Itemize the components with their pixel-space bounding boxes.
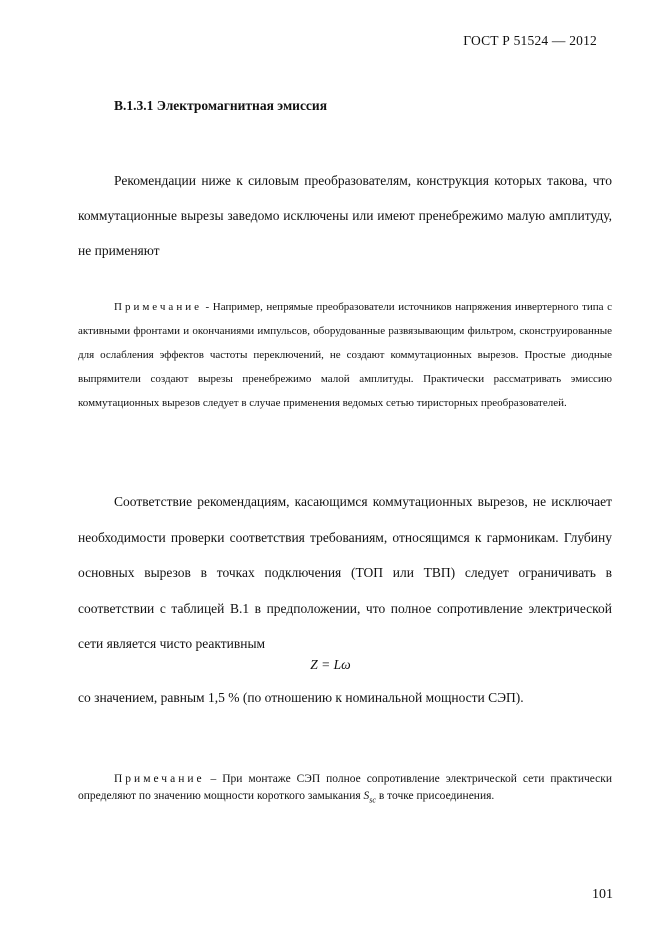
symbol-letter: S <box>363 790 370 802</box>
note-label: Примечание <box>114 773 205 785</box>
short-circuit-symbol <box>363 790 376 805</box>
note-text-part2: в точке присоединения. <box>375 790 495 802</box>
note-block-2 <box>78 771 612 808</box>
page-number: 101 <box>592 887 613 902</box>
paragraph-value: со значением, равным 1,5 % (по отношению к номинальной мощности СЭП). <box>78 690 524 705</box>
note-block-1 <box>78 295 612 415</box>
section-heading: В.1.3.1 Электромагнитная эмиссия <box>114 98 328 113</box>
paragraph-intro: Рекомендации ниже к силовым преобразователям, конструкция которых такова, что коммутационные вырезы заведомо исключены или имеют пренебрежимо малую амплитуду, не применяют <box>78 173 612 258</box>
impedance-formula: Z = Lω <box>310 657 351 672</box>
document-code-header: ГОСТ Р 51524 — 2012 <box>463 33 597 48</box>
note-text-part1: – При монтаже СЭП полное сопротивление электрической сети практически определяют по значению мощности короткого замыкания <box>78 773 612 802</box>
note-label: Примечание <box>114 301 202 313</box>
paragraph-notch-requirements: Соответствие рекомендациям, касающимся коммутационных вырезов, не исключает необходимости проверки соответствия требованиям, относящимся к гармоникам. Глубину основных вырезов в точках подключения (ТОП или ТВП) следует ограничивать в соответствии с таблицей В.1 в предположении, что полное сопротивление электрической сети является чисто реактивным <box>78 494 612 651</box>
symbol-subscript: sc <box>369 795 376 805</box>
note-text: - Например, непрямые преобразователи источников напряжения инвертерного типа с активными фронтами и окончаниями импульсов, оборудованные развязывающим фильтром, сконструированные для ослабления эффектов частоты переключений, не создают коммутационных вырезов. Простые диодные выпрямители создают вырезы пренебрежимо малой амплитуды. Практически рассматривать эмиссию коммутационных вырезов следует в случае применения ведомых сетью тиристорных преобразователей. <box>78 301 612 409</box>
